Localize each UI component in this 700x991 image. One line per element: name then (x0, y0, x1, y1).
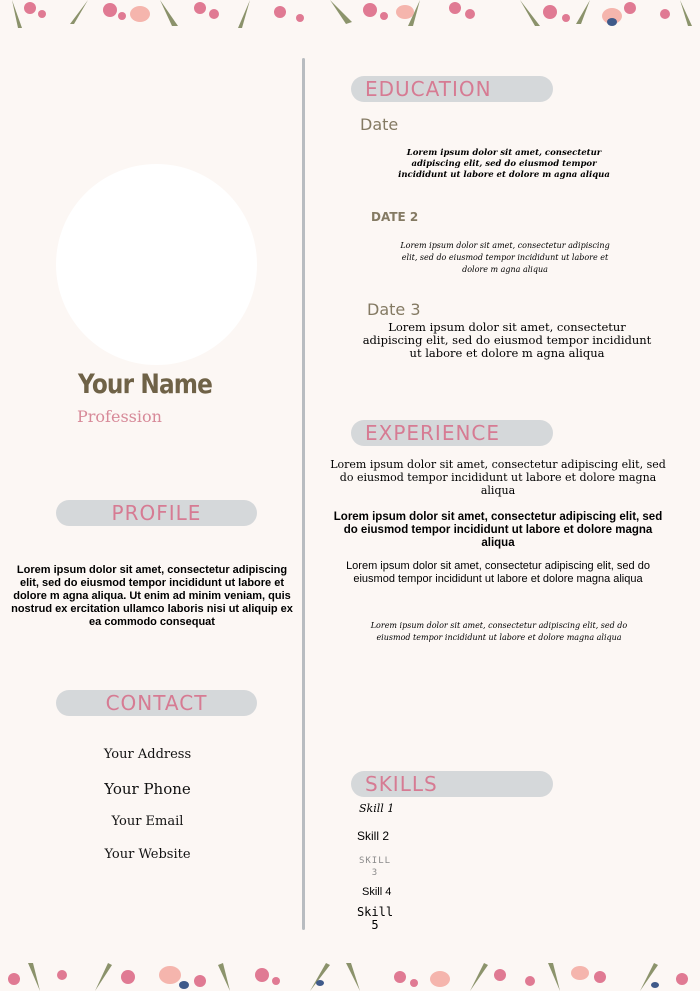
profile-photo-placeholder (56, 164, 257, 365)
skill-2: Skill 2 (357, 829, 390, 843)
floral-pattern-bottom (0, 963, 700, 991)
floral-pattern-top (0, 0, 700, 28)
floral-border-top (0, 0, 700, 28)
profile-text: Lorem ipsum dolor sit amet, consectetur adipiscing elit, sed do eiusmod tempor incididunt ut labore et dolore m agna aliqua. Ut enim ad minim veniam, quis nostrud ex ercitation ullamco laboris nisi ut aliquip ex ea commodo consequat (11, 564, 293, 628)
education-text-2: Lorem ipsum dolor sit amet, consectetur adipiscing elit, sed do eiusmod tempor incididunt ut labore et dolore m agna aliqua (400, 241, 610, 274)
column-divider (302, 58, 305, 930)
contact-website: Your Website (104, 847, 191, 862)
experience-text-2: Lorem ipsum dolor sit amet, consectetur adipiscing elit, sed do eiusmod tempor incididunt ut labore et dolore magna aliqua (333, 511, 663, 549)
contact-email: Your Email (111, 814, 184, 829)
education-heading: EDUCATION (351, 76, 553, 102)
skill-4: Skill 4 (362, 886, 392, 898)
education-date-1: Date (360, 115, 399, 134)
education-date-2: DATE 2 (371, 210, 419, 224)
floral-border-bottom (0, 963, 700, 991)
education-text-1: Lorem ipsum dolor sit amet, consectetur adipiscing elit, sed do eiusmod tempor incididunt ut labore et dolore m agna aliqua (398, 148, 610, 180)
experience-text-4: Lorem ipsum dolor sit amet, consectetur adipiscing elit, sed do eiusmod tempor incididunt ut labore et dolore magna aliqua (370, 621, 628, 642)
skills-heading: SKILLS (351, 771, 553, 797)
experience-text-1: Lorem ipsum dolor sit amet, consectetur adipiscing elit, sed do eiusmod tempor incididunt ut labore et dolore magna aliqua (330, 458, 666, 497)
contact-heading: CONTACT (56, 690, 257, 716)
education-date-3: Date 3 (367, 300, 421, 319)
candidate-name: Your Name (78, 369, 213, 400)
skill-1: Skill 1 (359, 802, 395, 815)
contact-address: Your Address (103, 747, 192, 762)
experience-heading: EXPERIENCE (351, 420, 553, 446)
profession-label: Profession (77, 407, 162, 426)
skill-5: Skill 5 (356, 905, 394, 932)
contact-phone: Your Phone (104, 780, 191, 798)
skill-3: SKILL 3 (358, 856, 392, 878)
profile-heading: PROFILE (56, 500, 257, 526)
experience-text-3: Lorem ipsum dolor sit amet, consectetur adipiscing elit, sed do eiusmod tempor incididunt ut labore et dolore magna aliqua (346, 560, 650, 585)
education-text-3: Lorem ipsum dolor sit amet, consectetur adipiscing elit, sed do eiusmod tempor incididunt ut labore et dolore m agna aliqua (362, 320, 652, 360)
